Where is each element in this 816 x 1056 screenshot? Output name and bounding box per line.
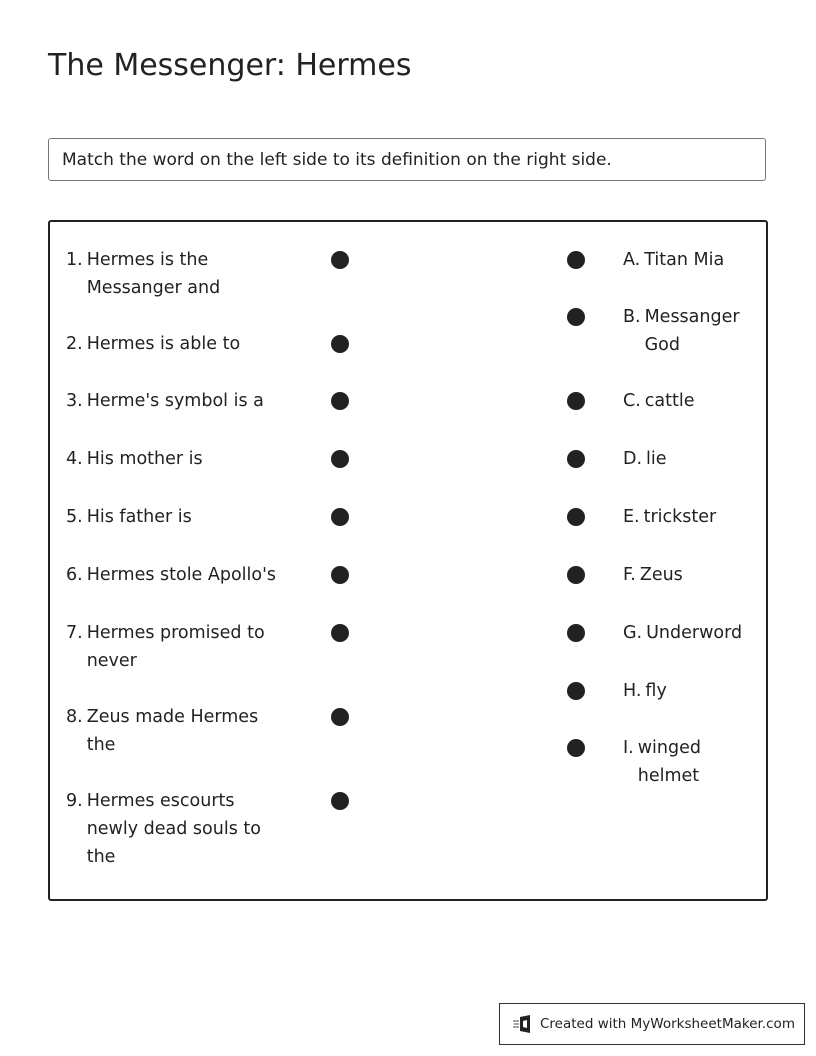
- item-text: winged helmet: [637, 738, 701, 786]
- right-match-dot[interactable]: [567, 508, 585, 526]
- right-match-dot[interactable]: [567, 739, 585, 757]
- right-item: [623, 677, 750, 705]
- item-text: Zeus made Hermes the: [86, 707, 259, 755]
- right-match-dot[interactable]: [567, 450, 585, 468]
- item-text: Hermes promised to never: [86, 623, 265, 671]
- left-item: [66, 503, 282, 531]
- instructions-box: Match the word on the left side to its definition on the right side.: [48, 138, 766, 181]
- item-text: Hermes is able to: [86, 334, 241, 354]
- item-text: Messanger God: [644, 307, 740, 355]
- item-text: Titan Mia: [644, 250, 725, 270]
- left-item: [66, 561, 282, 589]
- item-text: Zeus: [639, 565, 683, 585]
- right-item: [623, 303, 750, 359]
- right-match-dot[interactable]: [567, 308, 585, 326]
- item-text: Underword: [646, 623, 743, 643]
- item-letter: A.: [623, 250, 641, 270]
- right-item: [623, 503, 749, 531]
- left-match-dot[interactable]: [331, 392, 349, 410]
- item-number: 3.: [66, 391, 83, 411]
- left-match-dot[interactable]: [331, 335, 349, 353]
- left-match-dot[interactable]: [331, 566, 349, 584]
- right-item: [623, 246, 749, 274]
- item-number: 2.: [66, 334, 83, 354]
- item-letter: E.: [623, 507, 640, 527]
- item-text: His mother is: [86, 449, 203, 469]
- item-number: 9.: [66, 791, 83, 811]
- left-match-dot[interactable]: [331, 251, 349, 269]
- right-match-dot[interactable]: [567, 682, 585, 700]
- item-text: lie: [646, 449, 667, 469]
- item-number: 7.: [66, 623, 83, 643]
- left-match-dot[interactable]: [331, 508, 349, 526]
- item-letter: C.: [623, 391, 641, 411]
- left-item: [66, 330, 282, 358]
- item-text: Herme's symbol is a: [86, 391, 264, 411]
- left-match-dot[interactable]: [331, 624, 349, 642]
- left-match-dot[interactable]: [331, 450, 349, 468]
- left-item: [66, 619, 282, 675]
- item-number: 5.: [66, 507, 83, 527]
- right-item: [623, 734, 743, 790]
- item-letter: F.: [623, 565, 636, 585]
- item-letter: H.: [623, 681, 642, 701]
- item-text: Hermes is the Messanger and: [86, 250, 221, 298]
- item-letter: G.: [623, 623, 643, 643]
- right-match-dot[interactable]: [567, 392, 585, 410]
- item-text: trickster: [643, 507, 717, 527]
- worksheet-maker-logo-icon: [512, 1014, 534, 1034]
- item-number: 1.: [66, 250, 83, 270]
- left-match-dot[interactable]: [331, 708, 349, 726]
- item-text: His father is: [86, 507, 192, 527]
- footer-text: Created with MyWorksheetMaker.com: [540, 1016, 795, 1032]
- right-item: [623, 445, 751, 473]
- footer-badge[interactable]: [499, 1003, 805, 1045]
- item-text: fly: [645, 681, 667, 701]
- right-match-dot[interactable]: [567, 251, 585, 269]
- left-item: [66, 787, 282, 871]
- right-item: [623, 619, 751, 647]
- item-text: Hermes stole Apollo's: [86, 565, 277, 585]
- page-title: The Messenger: Hermes: [48, 48, 412, 83]
- item-letter: I.: [623, 738, 634, 758]
- item-text: Hermes escourts newly dead souls to the: [86, 791, 261, 867]
- item-letter: D.: [623, 449, 643, 469]
- item-number: 4.: [66, 449, 83, 469]
- left-item: [66, 703, 282, 759]
- item-number: 6.: [66, 565, 83, 585]
- right-item: [623, 387, 750, 415]
- right-match-dot[interactable]: [567, 566, 585, 584]
- right-item: [623, 561, 745, 589]
- left-item: [66, 445, 282, 473]
- left-match-dot[interactable]: [331, 792, 349, 810]
- right-match-dot[interactable]: [567, 624, 585, 642]
- item-number: 8.: [66, 707, 83, 727]
- left-item: [66, 387, 282, 415]
- item-text: cattle: [644, 391, 695, 411]
- left-item: [66, 246, 282, 302]
- item-letter: B.: [623, 307, 641, 327]
